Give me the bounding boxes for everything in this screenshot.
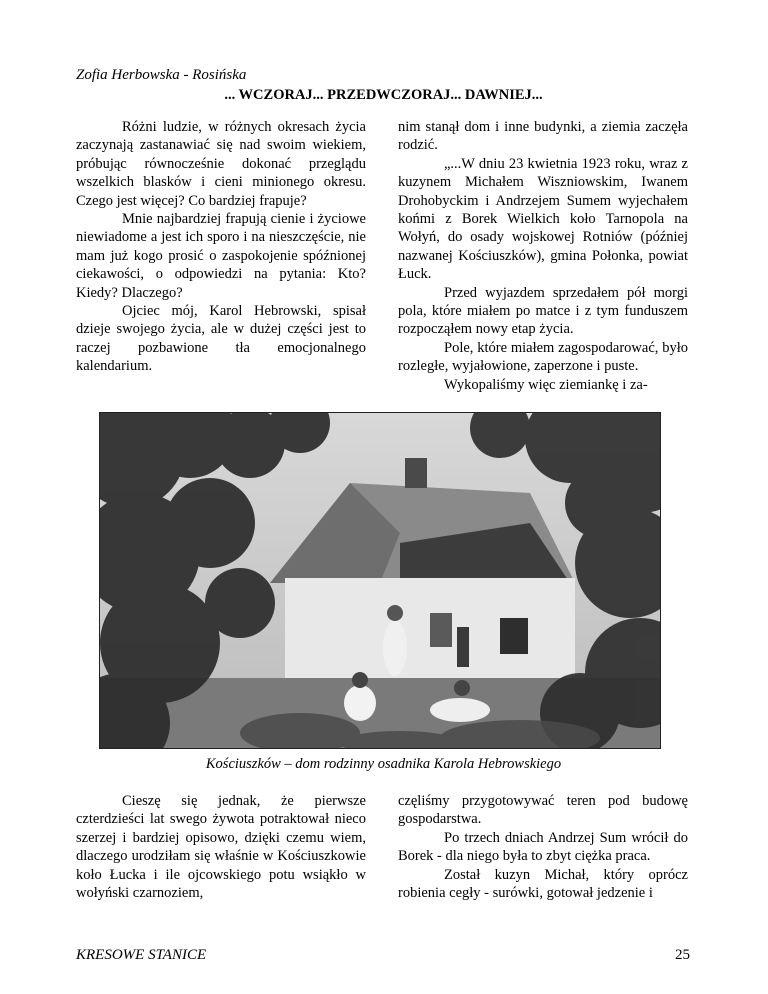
paragraph: Został kuzyn Michał, który oprócz robienia cegły - surówki, gotował jedzenie i [398,866,688,902]
paragraph: Po trzech dniach Andrzej Sum wrócił do Borek - dla niego była to zbyt ciężka praca. [398,829,688,865]
author-name: Zofia Herbowska - Rosińska [76,67,247,83]
paragraph: Ojciec mój, Karol Hebrowski, spisał dzieje swojego życia, ale w dużej części jest to raczej pozbawione tła emocjonalnego kalendarium. [76,303,366,375]
paragraph-continuation: nim stanął dom i inne budynki, a ziemia zaczęła rodzić. [398,119,688,154]
paragraph-continuation: częliśmy przygotowywać teren pod budowę gospodarstwa. [398,793,688,828]
house-photo-illustration [100,413,660,748]
paragraph: Wykopaliśmy więc ziemiankę i za- [444,376,648,393]
top-left-column [76,118,366,376]
top-right-column [398,118,688,394]
photo-caption: Kościuszków – dom rodzinny osadnika Karola Hebrowskiego [205,756,562,772]
paragraph: Różni ludzie, w różnych okresach życia zaczynają zastanawiać się nad swoim wiekiem, próbując równocześnie dokonać przeglądu wszelkich blasków i cieni minionego okresu. Czego jest więcej? Co bardziej frapuje? [76,119,366,209]
paragraph: Cieszę się jednak, że pierwsze czterdzieści lat swego żywota potraktował nieco szerzej i bardziej opisowo, dzięki czemu wiem, dlaczego urodziłam się właśnie w Kościuszkowie koło Łucka i ile ojcowskiego potu wsiąkło w wołyński czarnoziem, [76,793,366,902]
paragraph: Przed wyjazdem sprzedałem pół morgi pola, które miałem po matce i z tym funduszem rozpocząłem nowy etap życia. [398,284,688,338]
page-number: 25 [675,947,690,963]
paragraph: „...W dniu 23 kwietnia 1923 roku, wraz z kuzynem Michałem Wiszniowskim, Iwanem Drohobyckim i Andrzejem Sumem wyjechałem końmi z Borek Wielkich koło Tarnopola na Wołyń, do osady wojskowej Rotniów (później nazwanej Kościuszków), gmina Połonka, powiat Łuck. [398,155,688,283]
paragraph: Pole, które miałem zagospodarować, było rozległe, wyjałowione, zaperzone i puste. [398,339,688,375]
publication-name: KRESOWE STANICE [76,947,207,963]
house-photograph [99,412,661,749]
bottom-left-column [76,792,366,902]
article-title: ... WCZORAJ... PRZEDWCZORAJ... DAWNIEJ... [224,87,543,103]
bottom-right-column [398,792,688,902]
paragraph: Mnie najbardziej frapują cienie i życiowe niewiadome a jest ich sporo i na nieszczęście, nie mam już kogo prosić o zaspokojenie spóźnionej ciekawości, o odpowiedzi na pytania: Kto? Kiedy? Dlaczego? [76,211,366,301]
